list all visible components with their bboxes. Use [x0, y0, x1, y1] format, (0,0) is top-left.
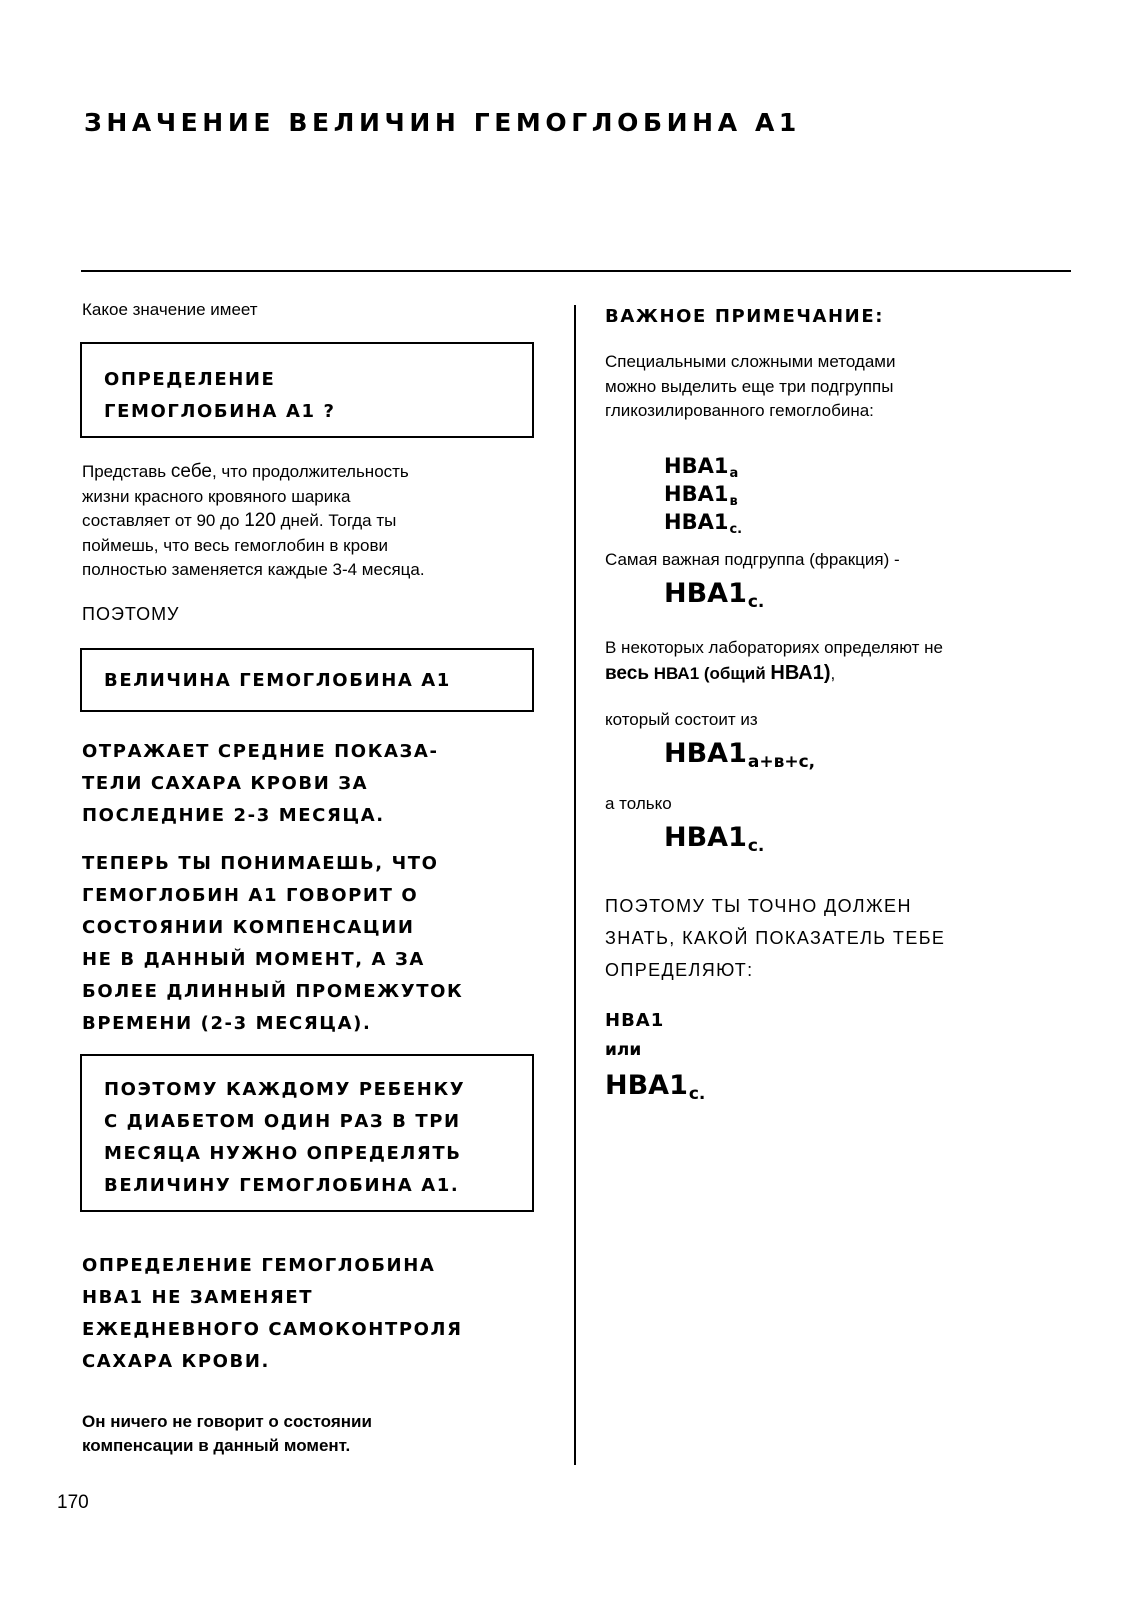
box-line: ОПРЕДЕЛЕНИЕ — [104, 369, 276, 390]
only-text: а только — [605, 794, 672, 813]
labs-paragraph: В некоторых лабораториях определяют не весь НВА1 (общий НВА1), — [605, 638, 943, 684]
lifespan-paragraph: Представь себе, что продолжительность жизни красного кровяного шарика составляет от 90 до 120 дней. Тогда ты поймешь, что весь гемоглобин в крови полностью заменяется каждые 3-4 месяца. — [82, 461, 425, 579]
recommendation-box: ПОЭТОМУ КАЖДОМУ РЕБЕНКУ С ДИАБЕТОМ ОДИН РАЗ В ТРИ МЕСЯЦА НУЖНО ОПРЕДЕЛЯТЬ ВЕЛИЧИНУ ГЕМОГЛОБИНА А1. — [80, 1054, 534, 1212]
not-replace-paragraph: ОПРЕДЕЛЕНИЕ ГЕМОГЛОБИНА НВА1 НЕ ЗАМЕНЯЕТ ЕЖЕДНЕВНОГО САМОКОНТРОЛЯ САХАРА КРОВИ. — [82, 1255, 463, 1372]
title-rule — [81, 270, 1071, 272]
definition-box — [80, 342, 534, 438]
option-hba1: НВА1 — [605, 1010, 665, 1031]
box-line: ГЕМОГЛОБИНА А1 ? — [104, 401, 336, 422]
subgroup-a: $НВА1_а$ — [664, 454, 739, 481]
intro-text: Какое значение имеет — [82, 300, 258, 319]
understand-paragraph: ТЕПЕРЬ ТЫ ПОНИМАЕШЬ, ЧТО ГЕМОГЛОБИН А1 ГОВОРИТ О СОСТОЯНИИ КОМПЕНСАЦИИ НЕ В ДАННЫЙ МОМЕНТ, А ЗА БОЛЕЕ ДЛИННЫЙ ПРОМЕЖУТОК ВРЕМЕНИ (2-3 МЕСЯЦА). — [82, 853, 464, 1034]
important-fraction-text: Самая важная подгруппа (фракция) - — [605, 550, 900, 569]
important-note-heading: ВАЖНОЕ ПРИМЕЧАНИЕ: — [605, 306, 885, 327]
note-paragraph: Он ничего не говорит о состоянии компенсации в данный момент. — [82, 1412, 372, 1455]
option-or: или — [605, 1040, 642, 1060]
know-paragraph: ПОЭТОМУ ТЫ ТОЧНО ДОЛЖЕН ЗНАТЬ, КАКОЙ ПОКАЗАТЕЛЬ ТЕБЕ ОПРЕДЕЛЯЮТ: — [605, 896, 946, 980]
page-title: ЗНАЧЕНИЕ ВЕЛИЧИН ГЕМОГЛОБИНА А1 — [84, 108, 801, 137]
column-divider — [574, 305, 576, 1465]
box-line: ВЕЛИЧИНА ГЕМОГЛОБИНА А1 — [104, 670, 451, 691]
therefore-text: ПОЭТОМУ — [82, 604, 180, 624]
hba1c-important: $НВА1_{с.}$ — [664, 578, 765, 612]
subgroup-list — [664, 454, 742, 538]
subgroup-v: $НВА1_в$ — [664, 482, 738, 509]
page-number: 170 — [57, 1492, 89, 1513]
value-box — [80, 648, 534, 712]
subgroups-paragraph: Специальными сложными методами можно выделить еще три подгруппы гликозилированного гемоглобина: — [605, 352, 896, 420]
hba1c-only: $НВА1_{с.}$ — [664, 822, 765, 856]
subgroup-c: $НВА1_{с.}$ — [664, 510, 743, 537]
reflects-paragraph: ОТРАЖАЕТ СРЕДНИЕ ПОКАЗА- ТЕЛИ САХАРА КРОВИ ЗА ПОСЛЕДНИЕ 2-3 МЕСЯЦА. — [82, 741, 439, 826]
consists-text: который состоит из — [605, 710, 758, 729]
option-hba1c: $НВА1_{с.}$ — [605, 1070, 706, 1104]
hba1-total: $НВА1_{а+в+с,}$ — [664, 738, 816, 772]
